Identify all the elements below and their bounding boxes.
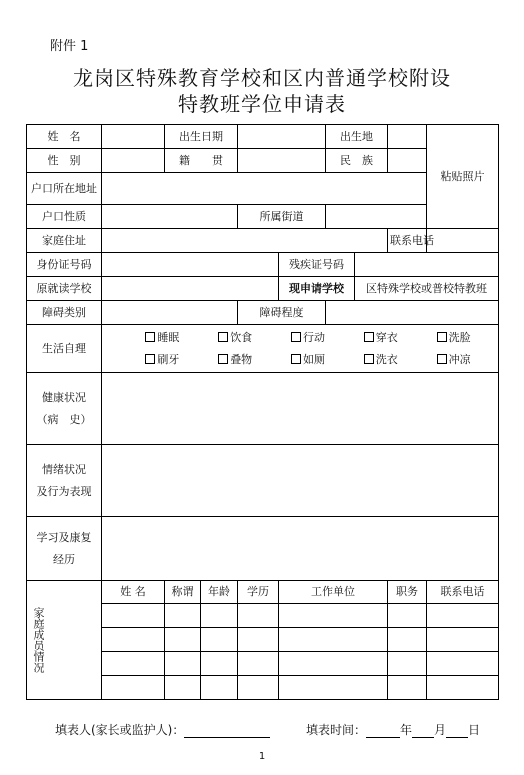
disability-type-field[interactable] xyxy=(102,301,238,325)
checkbox-fold[interactable]: 叠物 xyxy=(218,353,252,367)
native-place-label: 籍 贯 xyxy=(165,149,238,173)
family-cell[interactable] xyxy=(201,604,238,628)
applying-school-value: 区特殊学校或普校特教班 xyxy=(355,277,499,301)
family-cell[interactable] xyxy=(165,652,201,676)
day-input[interactable] xyxy=(446,724,468,738)
health-field[interactable] xyxy=(102,373,499,445)
hukou-address-field[interactable] xyxy=(102,173,427,205)
family-cell[interactable] xyxy=(102,676,165,700)
gender-label: 性 别 xyxy=(27,149,102,173)
id-number-field[interactable] xyxy=(102,253,279,277)
phone-label: 联系电话 xyxy=(388,229,427,253)
disability-cert-label: 残疾证号码 xyxy=(279,253,355,277)
form-title-line1: 龙岗区特殊教育学校和区内普通学校附设 xyxy=(73,66,451,90)
ethnicity-label: 民 族 xyxy=(326,149,388,173)
family-cell[interactable] xyxy=(427,604,499,628)
page-number: 1 xyxy=(258,751,266,762)
disability-level-label: 障碍程度 xyxy=(238,301,326,325)
family-cell[interactable] xyxy=(238,604,279,628)
ethnicity-field[interactable] xyxy=(388,149,427,173)
month-label: 月 xyxy=(434,723,447,737)
birth-place-label: 出生地 xyxy=(326,125,388,149)
family-cell[interactable] xyxy=(427,628,499,652)
street-field[interactable] xyxy=(326,205,427,229)
disability-level-field[interactable] xyxy=(326,301,499,325)
checkbox-laundry[interactable]: 洗衣 xyxy=(364,353,398,367)
study-label: 学习及康复 经历 xyxy=(27,517,102,581)
checkbox-move[interactable]: 行动 xyxy=(291,331,325,345)
family-col-education: 学历 xyxy=(238,581,279,604)
checkbox-wash-face[interactable]: 洗脸 xyxy=(437,331,471,345)
family-cell[interactable] xyxy=(102,628,165,652)
family-section-label: 家庭成员情况 xyxy=(27,581,102,700)
birth-date-label: 出生日期 xyxy=(165,125,238,149)
month-input[interactable] xyxy=(412,724,434,738)
family-cell[interactable] xyxy=(165,676,201,700)
gender-field[interactable] xyxy=(102,149,165,173)
family-cell[interactable] xyxy=(427,676,499,700)
self-care-options xyxy=(102,325,499,373)
family-cell[interactable] xyxy=(388,604,427,628)
family-cell[interactable] xyxy=(102,604,165,628)
family-cell[interactable] xyxy=(279,628,388,652)
self-care-label: 生活自理 xyxy=(27,325,102,373)
emotion-label: 情绪状况 及行为表现 xyxy=(27,445,102,517)
checkbox-shower[interactable]: 冲凉 xyxy=(437,353,471,367)
family-cell[interactable] xyxy=(427,652,499,676)
home-address-field[interactable] xyxy=(102,229,388,253)
fill-date xyxy=(306,721,480,738)
family-col-relation: 称谓 xyxy=(165,581,201,604)
hukou-address-label: 户口所在地址 xyxy=(27,173,102,205)
street-label: 所属街道 xyxy=(238,205,326,229)
family-cell[interactable] xyxy=(279,604,388,628)
family-cell[interactable] xyxy=(165,628,201,652)
family-cell[interactable] xyxy=(388,676,427,700)
family-cell[interactable] xyxy=(201,652,238,676)
id-number-label: 身份证号码 xyxy=(27,253,102,277)
family-col-phone: 联系电话 xyxy=(427,581,499,604)
health-label: 健康状况 （病 史） xyxy=(27,373,102,445)
year-input[interactable] xyxy=(366,724,400,738)
family-cell[interactable] xyxy=(279,652,388,676)
filler-label: 填表人(家长或监护人)： xyxy=(55,723,185,737)
year-label: 年 xyxy=(400,723,413,737)
home-address-label: 家庭住址 xyxy=(27,229,102,253)
family-cell[interactable] xyxy=(201,676,238,700)
name-field[interactable] xyxy=(102,125,165,149)
family-col-age: 年龄 xyxy=(201,581,238,604)
family-col-position: 职务 xyxy=(388,581,427,604)
day-label: 日 xyxy=(468,723,481,737)
family-cell[interactable] xyxy=(388,652,427,676)
photo-label: 粘贴照片 xyxy=(440,169,485,183)
checkbox-dress[interactable]: 穿衣 xyxy=(364,331,398,345)
form-title-line2: 特教班学位申请表 xyxy=(178,92,346,116)
family-cell[interactable] xyxy=(201,628,238,652)
applying-school-label: 现申请学校 xyxy=(279,277,355,301)
family-cell[interactable] xyxy=(279,676,388,700)
family-cell[interactable] xyxy=(388,628,427,652)
name-label: 姓 名 xyxy=(27,125,102,149)
hukou-type-label: 户口性质 xyxy=(27,205,102,229)
filler-signature xyxy=(55,721,270,738)
phone-field[interactable] xyxy=(427,229,499,253)
disability-type-label: 障碍类别 xyxy=(27,301,102,325)
checkbox-sleep[interactable]: 睡眠 xyxy=(145,331,179,345)
checkbox-toilet[interactable]: 如厕 xyxy=(291,353,325,367)
application-form-table xyxy=(26,124,499,700)
family-col-workplace: 工作单位 xyxy=(279,581,388,604)
family-cell[interactable] xyxy=(238,652,279,676)
checkbox-brush-teeth[interactable]: 刷牙 xyxy=(145,353,179,367)
family-cell[interactable] xyxy=(238,628,279,652)
fill-date-label: 填表时间： xyxy=(306,723,367,737)
hukou-type-field[interactable] xyxy=(102,205,238,229)
emotion-field[interactable] xyxy=(102,445,499,517)
family-cell[interactable] xyxy=(102,652,165,676)
filler-input[interactable] xyxy=(184,724,270,738)
previous-school-field[interactable] xyxy=(102,277,279,301)
family-cell[interactable] xyxy=(165,604,201,628)
birth-place-field[interactable] xyxy=(388,125,427,149)
previous-school-label: 原就读学校 xyxy=(27,277,102,301)
attachment-label: 附件 1 xyxy=(50,39,89,54)
disability-cert-field[interactable] xyxy=(355,253,499,277)
native-place-field[interactable] xyxy=(238,149,326,173)
birth-date-field[interactable] xyxy=(238,125,326,149)
study-field[interactable] xyxy=(102,517,499,581)
photo-cell[interactable] xyxy=(427,125,499,229)
family-cell[interactable] xyxy=(238,676,279,700)
family-col-name: 姓 名 xyxy=(102,581,165,604)
checkbox-eat[interactable]: 饮食 xyxy=(218,331,252,345)
